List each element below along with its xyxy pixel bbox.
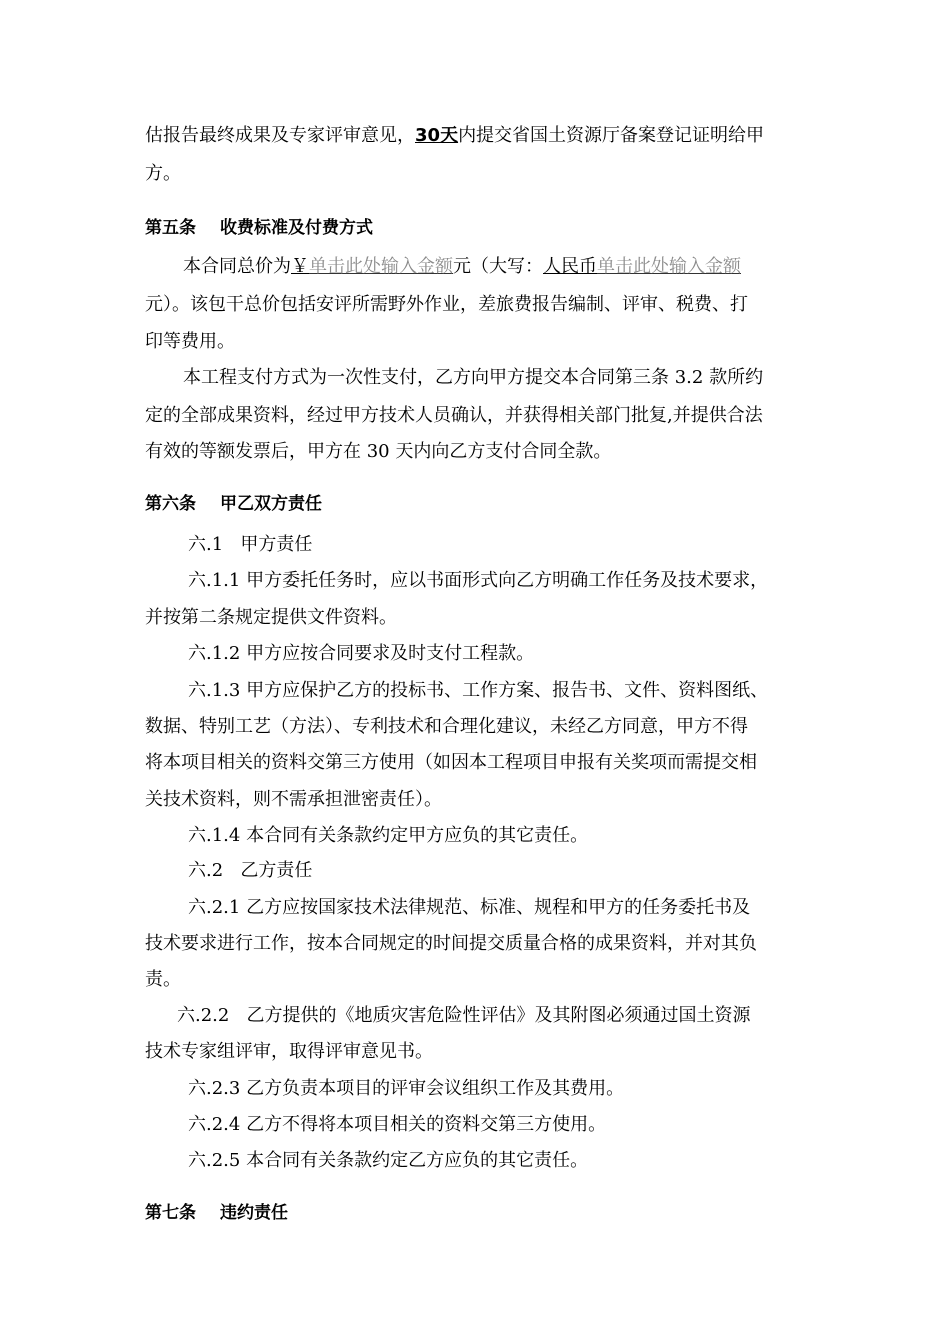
paragraph-line: 技术专家组评审，取得评审意见书。: [145, 1041, 433, 1062]
paragraph-line: 元）。该包干总价包括安评所需野外作业，差旅费报告编制、评审、税费、打: [145, 294, 748, 315]
clause-6-1-3: 六.1.3 甲方应保护乙方的投标书、工作方案、报告书、文件、资料图纸、: [188, 680, 769, 701]
paragraph-line: 责。: [145, 969, 181, 990]
paragraph-line: 方。: [145, 163, 181, 184]
paragraph-line: 将本项目相关的资料交第三方使用（如因本工程项目申报有关奖项而需提交相: [145, 752, 757, 773]
paragraph-line: 本工程支付方式为一次性支付，乙方向甲方提交本合同第三条 3.2 款所约: [183, 367, 764, 388]
clause-6-2-3: 六.2.3 乙方负责本项目的评审会议组织工作及其费用。: [188, 1078, 625, 1099]
article-7-heading: 第七条 违约责任: [145, 1203, 288, 1223]
paragraph-line: 并按第二条规定提供文件资料。: [145, 607, 397, 628]
article-6-heading: 第六条 甲乙双方责任: [145, 494, 322, 514]
amount-words-input-placeholder[interactable]: 单击此处输入金额: [597, 256, 741, 277]
section-6-2-heading: 六.2 乙方责任: [188, 860, 313, 881]
days-bold: 30天: [415, 125, 459, 146]
paragraph-line: 估报告最终成果及专家评审意见，30天内提交省国土资源厅备案登记证明给甲: [145, 125, 765, 146]
section-6-1-heading: 六.1 甲方责任: [188, 534, 313, 555]
clause-6-2-2: 六.2.2 乙方提供的《地质灾害危险性评估》及其附图必须通过国土资源: [177, 1005, 751, 1026]
yen-sign: ￥: [291, 256, 309, 277]
paragraph-line: 印等费用。: [145, 331, 235, 352]
clause-6-2-5: 六.2.5 本合同有关条款约定乙方应负的其它责任。: [188, 1150, 589, 1171]
rmb-label: 人民币: [543, 256, 597, 277]
paragraph-line: 技术要求进行工作，按本合同规定的时间提交质量合格的成果资料，并对其负: [145, 933, 757, 954]
clause-6-1-1: 六.1.1 甲方委托任务时，应以书面形式向乙方明确工作任务及技术要求，: [188, 570, 769, 591]
price-line: 本合同总价为￥单击此处输入金额元（大写：人民币单击此处输入金额: [183, 256, 741, 277]
clause-6-1-4: 六.1.4 本合同有关条款约定甲方应负的其它责任。: [188, 825, 589, 846]
clause-6-2-1: 六.2.1 乙方应按国家技术法律规范、标准、规程和甲方的任务委托书及: [188, 897, 751, 918]
paragraph-line: 有效的等额发票后，甲方在 30 天内向乙方支付合同全款。: [145, 441, 612, 462]
clause-6-2-4: 六.2.4 乙方不得将本项目相关的资料交第三方使用。: [188, 1114, 607, 1135]
clause-6-1-2: 六.1.2 甲方应按合同要求及时支付工程款。: [188, 643, 535, 664]
paragraph-line: 关技术资料，则不需承担泄密责任）。: [145, 789, 442, 810]
paragraph-line: 定的全部成果资料，经过甲方技术人员确认，并获得相关部门批复,并提供合法: [145, 405, 763, 426]
article-5-heading: 第五条 收费标准及付费方式: [145, 218, 373, 238]
paragraph-line: 数据、特别工艺（方法）、专利技术和合理化建议，未经乙方同意，甲方不得: [145, 716, 748, 737]
amount-input-placeholder[interactable]: 单击此处输入金额: [309, 256, 453, 277]
